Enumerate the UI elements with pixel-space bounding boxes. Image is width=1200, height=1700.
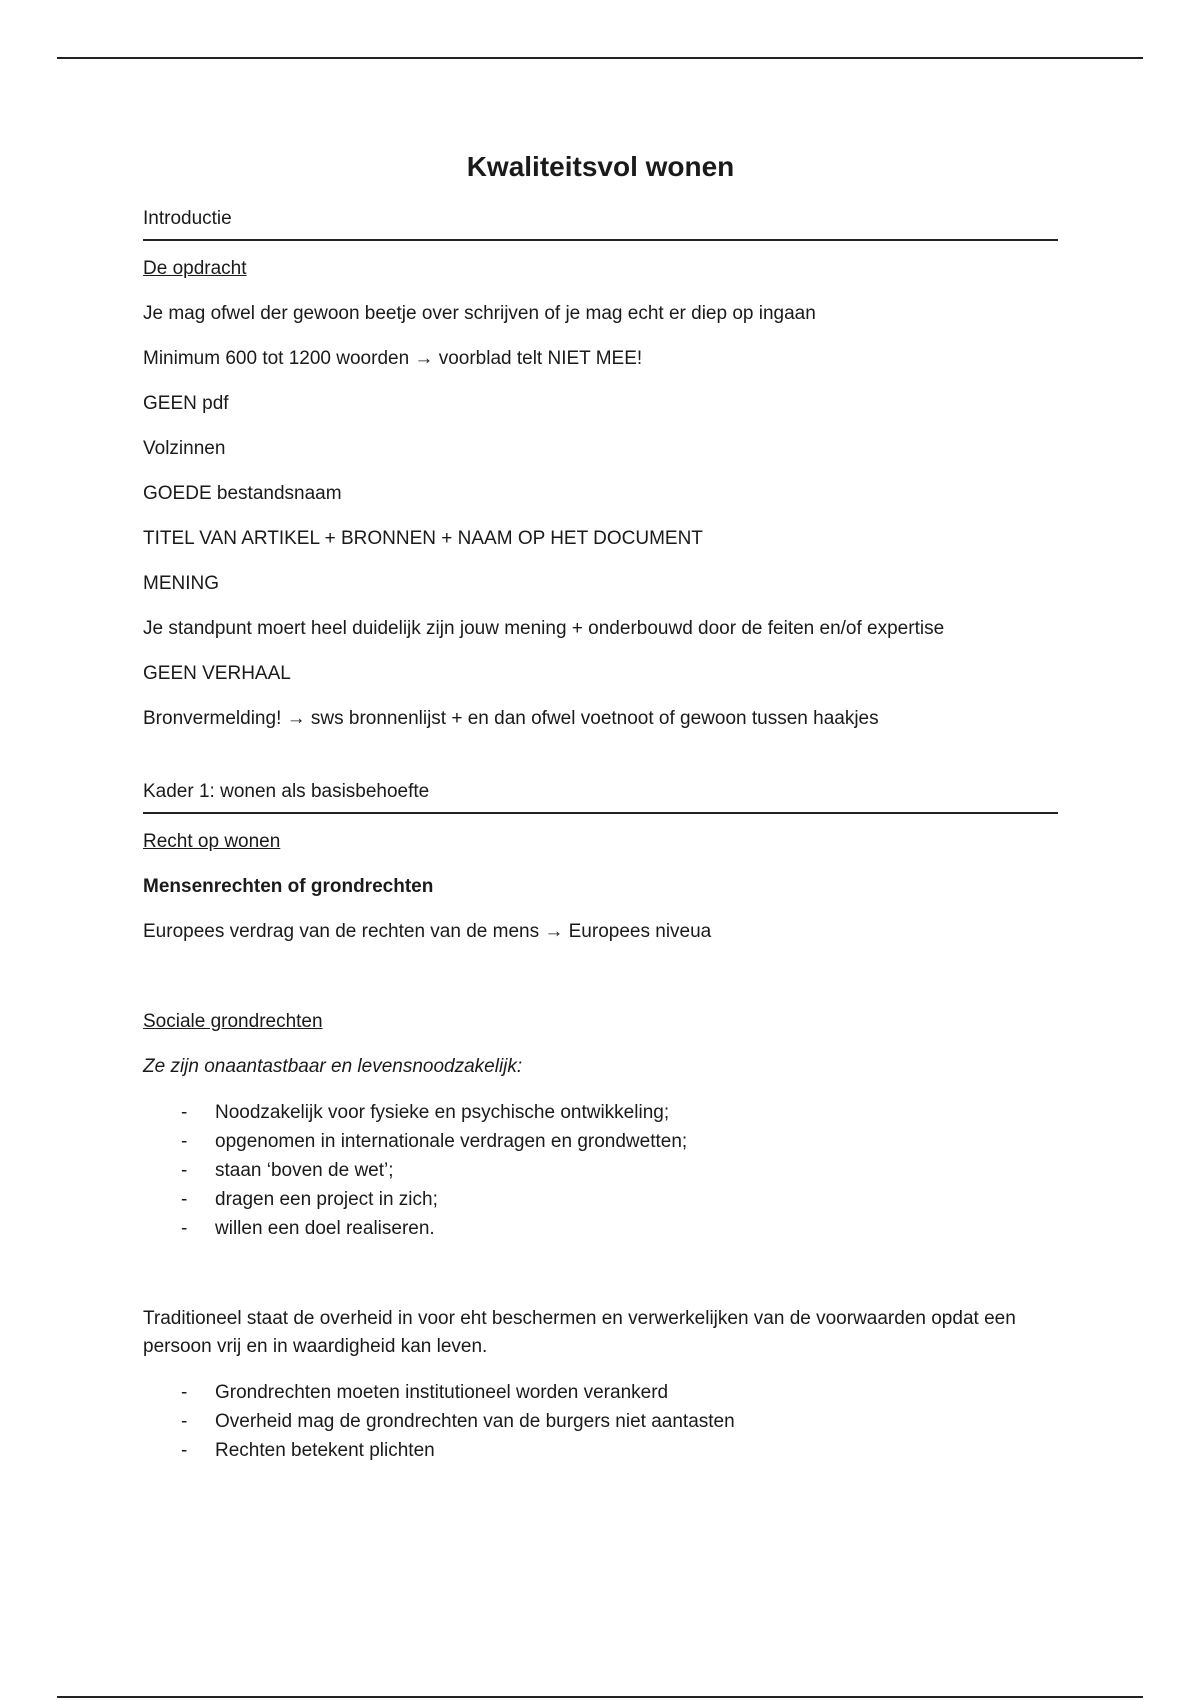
list-item: - Noodzakelijk voor fysieke en psychische ontwikkeling;	[143, 1098, 1058, 1127]
spacer	[143, 750, 1058, 778]
paragraph-traditioneel: Traditioneel staat de overheid in voor eht beschermen en verwerkelijken van de voorwaarden opdat een persoon vrij en in waardigheid kan leven.	[143, 1308, 1016, 1357]
document-title: Kwaliteitsvol wonen	[466, 151, 735, 182]
section-heading-introductie: Introductie	[143, 205, 1058, 241]
paragraph: GEEN pdf	[143, 393, 229, 414]
subheading-recht-op-wonen: Recht op wonen	[143, 831, 281, 852]
italic-intro-line: Ze zijn onaantastbaar en levensnoodzakelijk:	[143, 1056, 523, 1077]
paragraph: Je standpunt moert heel duidelijk zijn jouw mening + onderbouwd door de feiten en/of expertise	[143, 618, 945, 639]
dash-list-kenmerken	[143, 1098, 1058, 1243]
page-bottom-rule	[57, 1696, 1143, 1698]
paragraph: Minimum 600 tot 1200 woorden → voorblad telt NIET MEE!	[143, 348, 643, 369]
paragraph: GOEDE bestandsnaam	[143, 483, 342, 504]
document-body	[143, 140, 1058, 1482]
list-item: - Grondrechten moeten institutioneel worden verankerd	[143, 1378, 1058, 1407]
dash-list-grondrechten	[143, 1378, 1058, 1465]
paragraph: TITEL VAN ARTIKEL + BRONNEN + NAAM OP HET DOCUMENT	[143, 528, 703, 549]
list-item: - staan ‘boven de wet’;	[143, 1156, 1058, 1185]
paragraph: Europees verdrag van de rechten van de mens → Europees niveua	[143, 921, 712, 942]
list-item: - opgenomen in internationale verdragen en grondwetten;	[143, 1127, 1058, 1156]
list-item: - Overheid mag de grondrechten van de burgers niet aantasten	[143, 1407, 1058, 1436]
subheading-sociale-grondrechten: Sociale grondrechten	[143, 1011, 323, 1032]
section-heading-kader-1: Kader 1: wonen als basisbehoefte	[143, 778, 1058, 814]
subheading-de-opdracht: De opdracht	[143, 258, 247, 279]
paragraph: Je mag ofwel der gewoon beetje over schrijven of je mag echt er diep op ingaan	[143, 303, 816, 324]
spacer	[143, 1260, 1058, 1305]
page-top-rule	[57, 57, 1143, 59]
list-item: - dragen een project in zich;	[143, 1185, 1058, 1214]
paragraph: GEEN VERHAAL	[143, 663, 291, 684]
list-item: - Rechten betekent plichten	[143, 1436, 1058, 1465]
list-item: - willen een doel realiseren.	[143, 1214, 1058, 1243]
paragraph: Bronvermelding! → sws bronnenlijst + en dan ofwel voetnoot of gewoon tussen haakjes	[143, 708, 879, 729]
bold-heading-mensenrechten: Mensenrechten of grondrechten	[143, 876, 434, 897]
paragraph: Volzinnen	[143, 438, 226, 459]
paragraph: MENING	[143, 573, 219, 594]
spacer	[143, 963, 1058, 1008]
